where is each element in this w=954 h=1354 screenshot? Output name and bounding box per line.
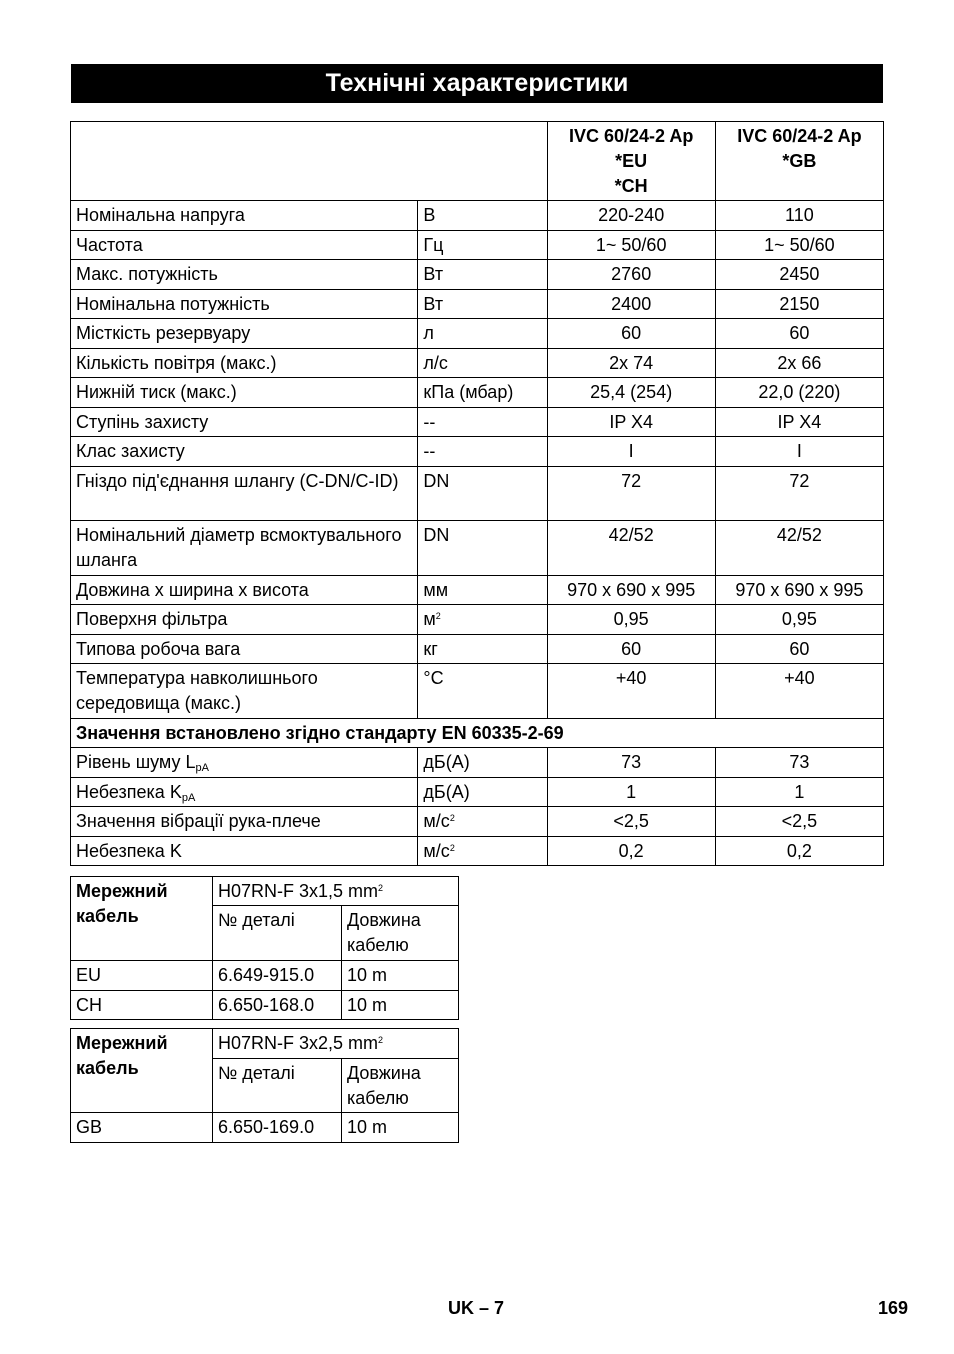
row-value-model-2: 42/52 <box>715 521 883 576</box>
cable-spec-row <box>71 877 459 906</box>
cable-label: Мережний кабель <box>71 877 213 961</box>
table-row <box>71 201 884 231</box>
cable-part-number: 6.650-169.0 <box>213 1113 342 1143</box>
row-unit: Гц <box>418 231 547 260</box>
row-value-model-1: IP X4 <box>547 408 715 437</box>
cable-table-2 <box>70 1028 459 1143</box>
table-row <box>71 260 884 290</box>
cable-region: CH <box>71 991 213 1020</box>
table-row <box>71 319 884 349</box>
row-value-model-1: 60 <box>547 635 715 664</box>
unit-text: м/с <box>423 811 450 831</box>
row-label: Значення вібрації рука-плече <box>71 807 418 837</box>
row-unit: -- <box>418 437 547 467</box>
row-value-model-1: 73 <box>547 748 715 778</box>
row-unit: л/с <box>418 349 547 378</box>
part-number-header: № деталі <box>213 906 342 961</box>
table-row <box>71 635 884 664</box>
row-value-model-1: 0,2 <box>547 837 715 866</box>
row-value-model-1: 2760 <box>547 260 715 290</box>
row-unit <box>418 807 547 837</box>
table-row <box>71 231 884 260</box>
row-label: Поверхня фільтра <box>71 605 418 635</box>
row-unit: дБ(A) <box>418 778 547 807</box>
label-text: Рівень шуму L <box>76 752 196 772</box>
row-label: Типова робоча вага <box>71 635 418 664</box>
row-unit: DN <box>418 467 547 521</box>
row-value-model-2: 73 <box>715 748 883 778</box>
row-label: Номінальна потужність <box>71 290 418 319</box>
cable-part-number: 6.649-915.0 <box>213 961 342 991</box>
row-unit: В <box>418 201 547 231</box>
row-value-model-1: +40 <box>547 664 715 719</box>
row-label: Номінальна напруга <box>71 201 418 231</box>
table-row <box>71 837 884 866</box>
row-label: Гніздо під'єднання шлангу (C-DN/C-ID) <box>71 467 418 521</box>
row-value-model-2: 22,0 (220) <box>715 378 883 408</box>
row-unit: DN <box>418 521 547 576</box>
table-row <box>71 408 884 437</box>
row-unit: °C <box>418 664 547 719</box>
table-row <box>71 807 884 837</box>
row-label: Макс. потужність <box>71 260 418 290</box>
section-page-label: UK – 7 <box>448 1298 505 1318</box>
row-value-model-1: 25,4 (254) <box>547 378 715 408</box>
row-value-model-1: 2x 74 <box>547 349 715 378</box>
row-label: Небезпека K <box>71 837 418 866</box>
unit-superscript: 2 <box>435 611 441 621</box>
unit-superscript: 2 <box>449 813 455 823</box>
cable-length: 10 m <box>342 961 459 991</box>
header-empty-cell <box>71 122 548 201</box>
model-1-header <box>547 122 715 201</box>
row-value-model-2: +40 <box>715 664 883 719</box>
row-unit <box>418 605 547 635</box>
section-header: Значення встановлено згідно стандарту EN 60335-2-69 <box>71 719 884 748</box>
unit-superscript: 2 <box>449 843 455 853</box>
cable-length-header: Довжина кабелю <box>342 906 459 961</box>
model-2-header <box>715 122 883 201</box>
table-row <box>71 961 459 991</box>
cable-label: Мережний кабель <box>71 1029 213 1113</box>
specifications-table <box>70 121 884 866</box>
row-value-model-1: <2,5 <box>547 807 715 837</box>
table-row <box>71 748 884 778</box>
row-label <box>71 748 418 778</box>
table-row <box>71 664 884 719</box>
row-value-model-1: 1~ 50/60 <box>547 231 715 260</box>
cable-spec-row <box>71 1029 459 1059</box>
table-row <box>71 290 884 319</box>
model-1-variant-eu: *EU <box>615 151 648 171</box>
row-unit <box>418 837 547 866</box>
label-subscript: pA <box>181 792 196 804</box>
row-value-model-1: 220-240 <box>547 201 715 231</box>
table-row <box>71 437 884 467</box>
row-label: Клас захисту <box>71 437 418 467</box>
page-title: Технічні характеристики <box>71 64 883 103</box>
cable-spec-text: H07RN-F 3x1,5 mm <box>218 881 379 901</box>
row-value-model-1: 970 x 690 x 995 <box>547 576 715 605</box>
row-value-model-2: 2x 66 <box>715 349 883 378</box>
row-value-model-1: 60 <box>547 319 715 349</box>
row-value-model-1: 42/52 <box>547 521 715 576</box>
row-value-model-2: 110 <box>715 201 883 231</box>
row-unit: дБ(A) <box>418 748 547 778</box>
table-row <box>71 605 884 635</box>
model-2-name: IVC 60/24-2 Ap <box>737 126 862 146</box>
row-value-model-2: 970 x 690 x 995 <box>715 576 883 605</box>
table-row <box>71 1113 459 1143</box>
row-value-model-2: 0,2 <box>715 837 883 866</box>
row-value-model-2: IP X4 <box>715 408 883 437</box>
cable-length: 10 m <box>342 1113 459 1143</box>
cable-length: 10 m <box>342 991 459 1020</box>
unit-text: м <box>423 609 436 629</box>
row-label: Температура навколишнього середовища (макс.) <box>71 664 418 719</box>
row-label <box>71 778 418 807</box>
row-value-model-1: 2400 <box>547 290 715 319</box>
table-row <box>71 576 884 605</box>
row-value-model-2: 60 <box>715 635 883 664</box>
label-text: Небезпека K <box>76 782 182 802</box>
part-number-header: № деталі <box>213 1059 342 1113</box>
row-unit: кг <box>418 635 547 664</box>
cable-part-number: 6.650-168.0 <box>213 991 342 1020</box>
row-value-model-1: 1 <box>547 778 715 807</box>
row-unit: -- <box>418 408 547 437</box>
row-label: Довжина x ширина x висота <box>71 576 418 605</box>
row-unit: кПа (мбар) <box>418 378 547 408</box>
row-label: Частота <box>71 231 418 260</box>
row-label: Кількість повітря (макс.) <box>71 349 418 378</box>
label-subscript: pA <box>195 762 209 774</box>
cable-spec <box>213 877 459 906</box>
table-row <box>71 778 884 807</box>
row-value-model-2: 0,95 <box>715 605 883 635</box>
table-row <box>71 991 459 1020</box>
cable-spec-superscript: 2 <box>378 1035 384 1045</box>
row-value-model-2: I <box>715 437 883 467</box>
row-value-model-2: <2,5 <box>715 807 883 837</box>
row-value-model-2: 1 <box>715 778 883 807</box>
row-label: Номінальний діаметр всмоктувального шланга <box>71 521 418 576</box>
row-value-model-1: 0,95 <box>547 605 715 635</box>
section-header-row <box>71 719 884 748</box>
row-label: Місткість резервуару <box>71 319 418 349</box>
row-value-model-2: 60 <box>715 319 883 349</box>
row-value-model-2: 2150 <box>715 290 883 319</box>
model-2-variant-gb: *GB <box>782 151 817 171</box>
table-row <box>71 349 884 378</box>
row-unit: Вт <box>418 290 547 319</box>
row-value-model-2: 2450 <box>715 260 883 290</box>
row-value-model-2: 1~ 50/60 <box>715 231 883 260</box>
row-value-model-2: 72 <box>715 467 883 521</box>
cable-region: EU <box>71 961 213 991</box>
table-header-row <box>71 122 884 201</box>
cable-spec <box>213 1029 459 1059</box>
table-row <box>71 521 884 576</box>
cable-length-header: Довжина кабелю <box>342 1059 459 1113</box>
cable-spec-superscript: 2 <box>378 883 384 893</box>
row-value-model-1: 72 <box>547 467 715 521</box>
model-1-variant-ch: *CH <box>614 176 648 196</box>
table-row <box>71 467 884 521</box>
cable-table-1 <box>70 876 459 1020</box>
table-row <box>71 378 884 408</box>
cable-region: GB <box>71 1113 213 1143</box>
row-value-model-1: I <box>547 437 715 467</box>
row-label: Нижній тиск (макс.) <box>71 378 418 408</box>
row-unit: Вт <box>418 260 547 290</box>
row-unit: л <box>418 319 547 349</box>
page-number: 169 <box>878 1298 909 1318</box>
row-label: Ступінь захисту <box>71 408 418 437</box>
cable-spec-text: H07RN-F 3x2,5 mm <box>218 1033 379 1053</box>
unit-text: м/с <box>423 841 450 861</box>
model-1-name: IVC 60/24-2 Ap <box>568 126 694 146</box>
row-unit: мм <box>418 576 547 605</box>
